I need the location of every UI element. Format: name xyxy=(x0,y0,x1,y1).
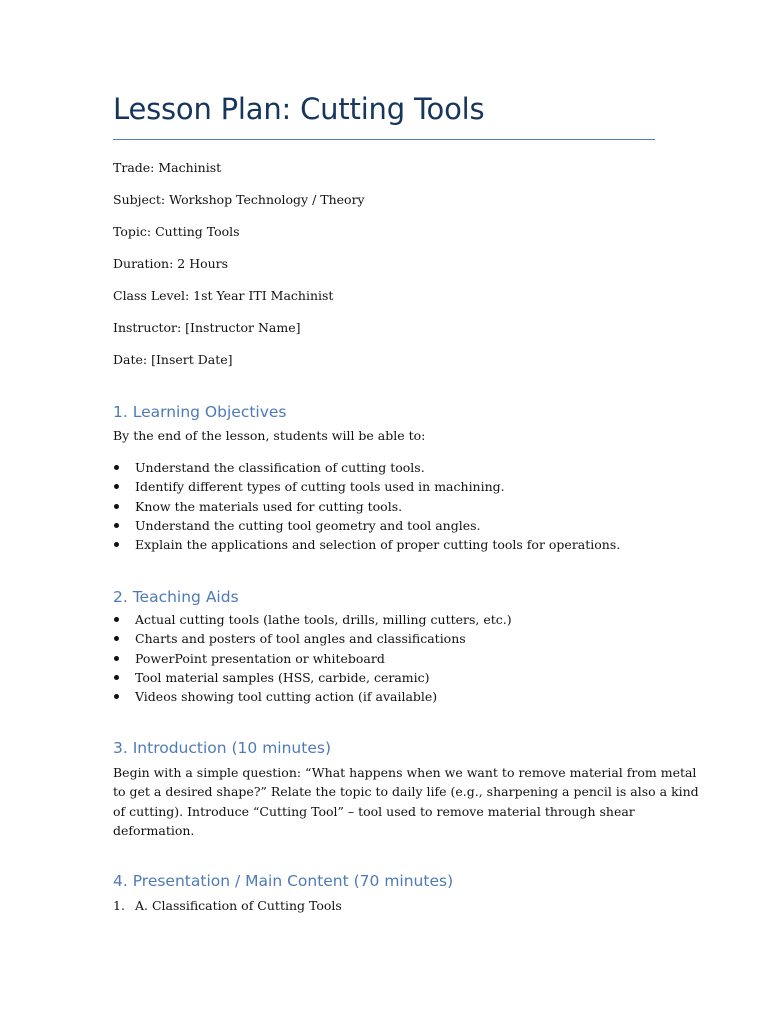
paragraph-line: to get a desired shape?” Relate the topic to daily life (e.g., sharpening a pencil is also a kind xyxy=(113,784,699,800)
meta-class-level: Class Level: 1st Year ITI Machinist xyxy=(113,288,334,303)
list-item: Understand the classification of cutting tools. xyxy=(113,458,620,477)
teaching-aids-list xyxy=(113,610,512,706)
list-item: Understand the cutting tool geometry and tool angles. xyxy=(113,516,620,535)
list-item xyxy=(113,896,342,915)
paragraph-line: of cutting). Introduce “Cutting Tool” – tool used to remove material through shear xyxy=(113,803,635,819)
section-heading-introduction: 3. Introduction (10 minutes) xyxy=(113,739,331,757)
meta-topic: Topic: Cutting Tools xyxy=(113,224,240,239)
list-number: 1. xyxy=(113,898,125,913)
section-heading-teaching-aids: 2. Teaching Aids xyxy=(113,588,239,606)
paragraph-line: Begin with a simple question: “What happens when we want to remove material from metal xyxy=(113,765,697,780)
meta-subject: Subject: Workshop Technology / Theory xyxy=(113,192,365,207)
list-item-text: A. Classification of Cutting Tools xyxy=(135,898,342,913)
list-item: Identify different types of cutting tools used in machining. xyxy=(113,477,620,496)
section-intro: By the end of the lesson, students will be able to: xyxy=(113,428,426,443)
list-item: Tool material samples (HSS, carbide, ceramic) xyxy=(113,668,512,687)
objectives-list xyxy=(113,458,620,554)
introduction-paragraph xyxy=(113,763,699,840)
paragraph-line: deformation. xyxy=(113,822,195,838)
document-title: Lesson Plan: Cutting Tools xyxy=(113,92,485,126)
meta-date: Date: [Insert Date] xyxy=(113,352,233,367)
list-item: PowerPoint presentation or whiteboard xyxy=(113,649,512,668)
main-content-list xyxy=(113,896,342,915)
list-item: Actual cutting tools (lathe tools, drills, milling cutters, etc.) xyxy=(113,610,512,629)
section-heading-main-content: 4. Presentation / Main Content (70 minutes) xyxy=(113,872,454,890)
list-item: Videos showing tool cutting action (if available) xyxy=(113,687,512,706)
meta-trade: Trade: Machinist xyxy=(113,160,222,175)
section-heading-learning-objectives: 1. Learning Objectives xyxy=(113,403,287,421)
title-underline xyxy=(113,139,655,140)
meta-instructor: Instructor: [Instructor Name] xyxy=(113,320,301,335)
meta-duration: Duration: 2 Hours xyxy=(113,256,229,271)
list-item: Explain the applications and selection of proper cutting tools for operations. xyxy=(113,535,620,554)
list-item: Charts and posters of tool angles and classifications xyxy=(113,629,512,648)
list-item: Know the materials used for cutting tools. xyxy=(113,497,620,516)
